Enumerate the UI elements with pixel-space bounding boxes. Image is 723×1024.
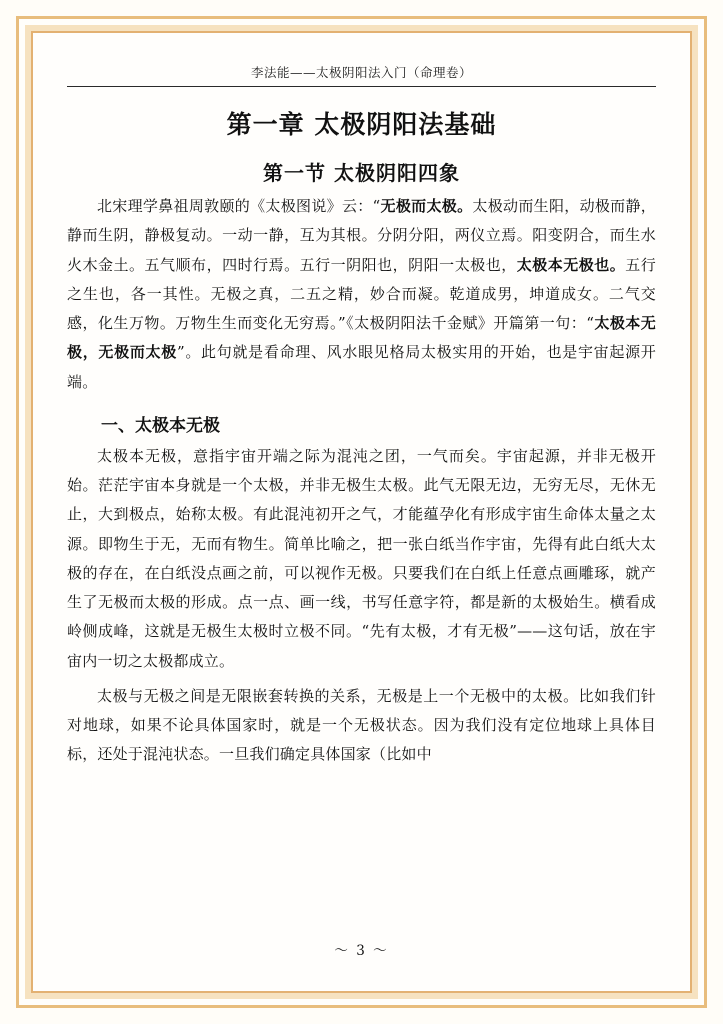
- section-title: 第一节 太极阴阳四象: [263, 161, 460, 185]
- paragraph-quote-emph-1: 无极而太极。: [380, 197, 473, 215]
- paragraph-quote-part-3: 五行之生也，各一其性。无极之真，二五之精，妙合而凝。乾道成男，坤道成女。二气交感，化生万物。万物生生而变化无穷焉。”《太极阴阳法千金赋》开篇第一句：“: [67, 255, 656, 332]
- paragraph-quote-part-4: ”。此句就是看命理、风水眼见格局太极实用的开始，也是宇宙起源开端。: [67, 343, 657, 391]
- paragraph-quote-emph-2: 太极本无极也。: [516, 255, 626, 274]
- decorative-border-outer: [16, 16, 707, 1008]
- decorative-border-middle: [25, 25, 698, 999]
- page-content: [67, 63, 656, 967]
- chapter-title: 第一章 太极阴阳法基础: [226, 110, 497, 139]
- page-number: ～ 3 ～: [334, 943, 389, 959]
- paragraph-body-2: 太极与无极之间是无限嵌套转换的关系，无极是上一个无极中的太极。比如我们针对地球，如果不论具体国家时，就是一个无极状态。因为我们没有定位地球上具体目标，还处于混沌状态。一旦我们确定具体国家（比如中: [67, 686, 656, 764]
- header-divider: [67, 86, 656, 87]
- paragraph-quote-part-2: 太极动而生阳，动极而静，静而生阴，静极复动。一动一静，互为其根。分阴分阳，两仪立焉。阳变阴合，而生水火木金土。五气顺布，四时行焉。五行一阴阳也，阴阳一太极也，: [67, 197, 657, 274]
- paragraph-quote: [67, 192, 656, 397]
- running-head: 李法能——太极阴阳法入门（命理卷）: [250, 65, 472, 80]
- subsection-title: 一、太极本无极: [101, 415, 220, 436]
- decorative-border-inner: [31, 31, 692, 993]
- paragraph-quote-part-1: 北宋理学鼻祖周敦颐的《太极图说》云：“: [97, 197, 381, 215]
- paragraph-quote-emph-3: 太极本无极，无极而太极: [67, 314, 656, 362]
- paragraph-body-1: 太极本无极，意指宇宙开端之际为混沌之团，一气而矣。宇宙起源，并非无极开始。茫茫宇宙本身就是一个太极，并非无极生太极。此气无限无边，无穷无尽，无休无止，大到极点，始称太极。有此混沌初开之气，才能蕴孕化有形成宇宙生命体太量之太源。即物生于无，无而有物生。简单比喻之，把一张白纸当作宇宙，先得有此白纸大太极的存在，在白纸没点画之前，可以视作无极。只要我们在白纸上任意点画雕琢，就产生了无极而太极的形成。点一点、画一线，书写任意字符，都是新的太极始生。横看成岭侧成峰，这就是无极生太极时立极不同。“先有太极，才有无极”——这句话，放在宇宙内一切之太极都成立。: [67, 446, 656, 670]
